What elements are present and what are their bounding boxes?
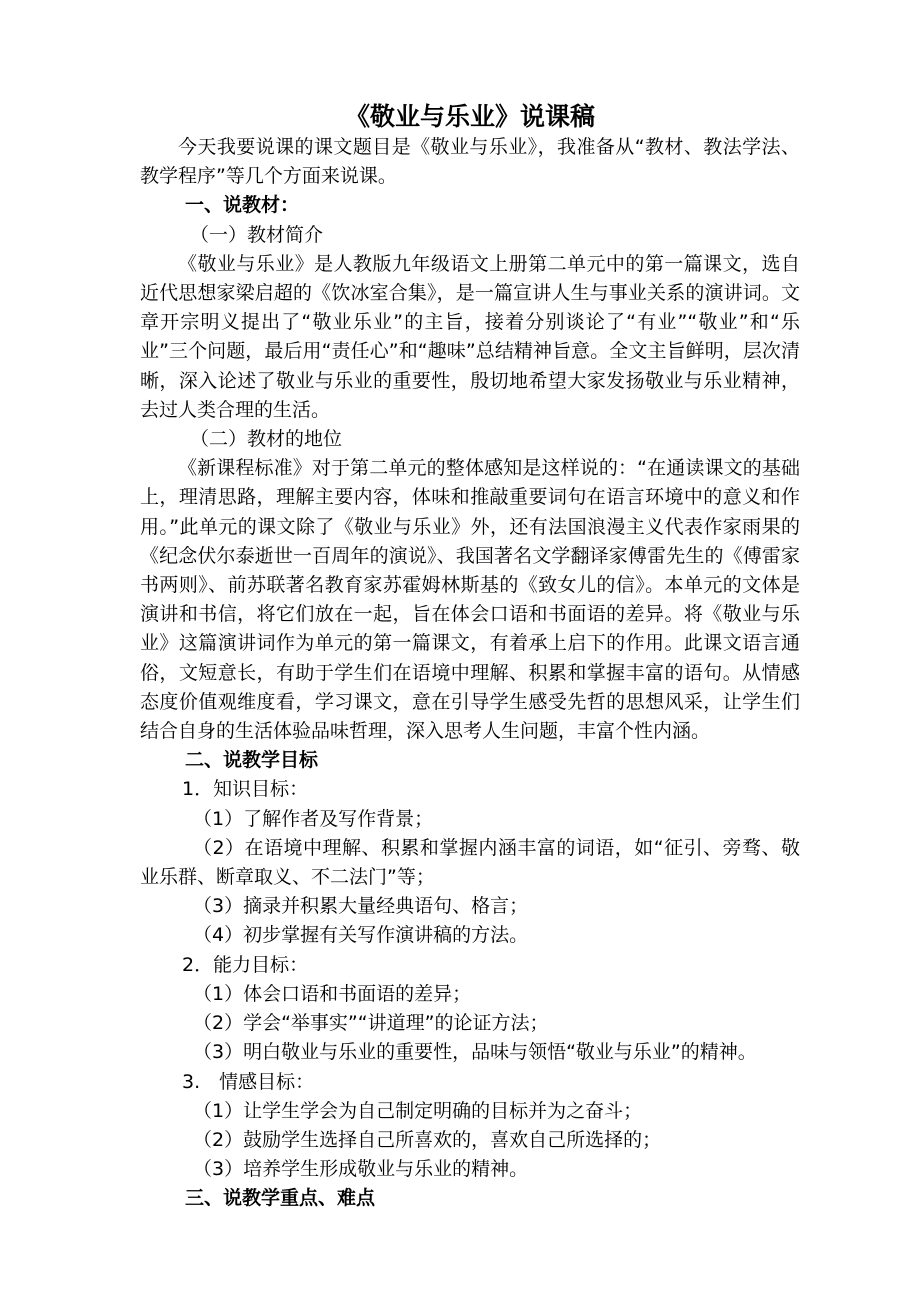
section-heading-3: 三、说教学重点、难点 bbox=[185, 1187, 376, 1210]
material-intro-paragraph: 《敬业与乐业》是人教版九年级语文上册第二单元中的第一篇课文，选自近代思想家梁启超的《饮冰室合集》，是一篇宣讲人生与事业关系的演讲词。文章开宗明义提出了“敬业乐业”的主旨，接着分别谈论了“有业”“敬业”和“乐业”三个问题，最后用“责任心”和“趣味”总结精神旨意。全文主旨鲜明，层次清晰，深入论述了敬业与乐业的重要性，殷切地希望大家发扬敬业与乐业精神，去过人类合理的生活。 bbox=[140, 252, 800, 421]
list-item: （1）了解作者及写作背景； bbox=[193, 807, 434, 830]
intro-paragraph: 今天我要说课的课文题目是《敬业与乐业》，我准备从“教材、教法学法、教学程序”等几个方面来说课。 bbox=[140, 136, 800, 188]
list-item: （2）学会“举事实”“讲道理”的论证方法； bbox=[193, 1012, 549, 1035]
list-item: （2）鼓励学生选择自己所喜欢的，喜欢自己所选择的； bbox=[193, 1128, 662, 1151]
material-status-paragraph: 《新课程标准》对于第二单元的整体感知是这样说的：“在通读课文的基础上，理清思路，理解主要内容，体味和推敲重要词句在语言环境中的意义和作用。”此单元的课文除了《敬业与乐业》外，还有法国浪漫主义代表作家雨果的《纪念伏尔泰逝世一百周年的演说》、我国著名文学翻译家傅雷先生的《傅雷家书两则》、前苏联著名教育家苏霍姆林斯基的《致女儿的信》。本单元的文体是演讲和书信，将它们放在一起，旨在体会口语和书面语的差异。将《敬业与乐业》这篇演讲词作为单元的第一篇课文，有着承上启下的作用。此课文语言通俗，文短意长，有助于学生们在语境中理解、积累和掌握丰富的语句。从情感态度价值观维度看，学习课文，意在引导学生感受先哲的思想风采，让学生们结合自身的生活体验品味哲理，深入思考人生问题，丰富个性内涵。 bbox=[140, 457, 800, 743]
list-item: （3）摘录并积累大量经典语句、格言； bbox=[193, 895, 529, 918]
knowledge-goals-heading: 1．知识目标： bbox=[182, 778, 309, 801]
ability-goals-heading: 2．能力目标： bbox=[182, 953, 309, 976]
list-item: （3）明白敬业与乐业的重要性，品味与领悟“敬业与乐业”的精神。 bbox=[193, 1041, 757, 1064]
section-heading-1: 一、说教材： bbox=[185, 194, 300, 217]
page-title: 《敬业与乐业》说课稿 bbox=[344, 102, 595, 131]
list-item: （4）初步掌握有关写作演讲稿的方法。 bbox=[193, 924, 529, 947]
subsection-heading-material-status: （二）教材的地位 bbox=[190, 428, 343, 451]
document-body bbox=[140, 97, 800, 1214]
list-item: （2）在语境中理解、积累和掌握内涵丰富的词语，如“征引、旁骛、敬业乐群、断章取义、不二法门”等； bbox=[140, 836, 800, 889]
emotion-goals-heading: 3. 情感目标： bbox=[182, 1070, 315, 1093]
subsection-heading-material-intro: （一）教材简介 bbox=[190, 223, 324, 246]
list-item: （1）让学生学会为自己制定明确的目标并为之奋斗； bbox=[193, 1099, 643, 1122]
section-heading-2: 二、说教学目标 bbox=[185, 749, 319, 772]
list-item: （3）培养学生形成敬业与乐业的精神。 bbox=[193, 1158, 529, 1181]
list-item: （1）体会口语和书面语的差异； bbox=[193, 982, 472, 1005]
